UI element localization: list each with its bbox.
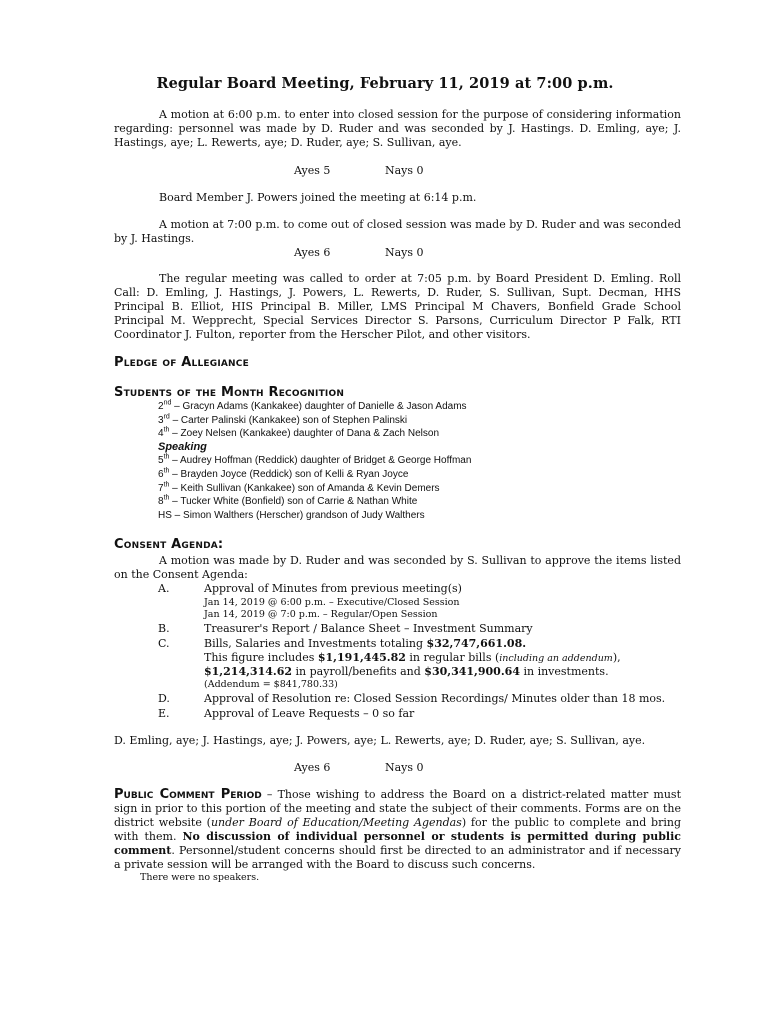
consent-agenda-intro: A motion was made by D. Ruder and was seconded by S. Sullivan to approve the items listed on the Consent Agenda: — [114, 554, 681, 581]
vote-tally-1 — [294, 164, 424, 178]
pledge-heading: Pledge of Allegiance — [114, 355, 249, 370]
total-amount: $32,747,661.08. — [426, 637, 527, 650]
list-item: 6th – Brayden Joyce (Reddick) son of Kelli & Ryan Joyce — [158, 467, 409, 480]
list-item: 7th – Keith Sullivan (Kankakee) son of Amanda & Kevin Demers — [158, 481, 440, 494]
roll-call-paragraph: The regular meeting was called to order at 7:05 p.m. by Board President D. Emling. Roll Call: D. Emling, J. Hastings, J. Powers, L. Rewerts, D. Ruder, S. Sullivan, Supt. Decman, HHS Principal B. Elliot, HIS Principal B. Miller, LMS Principal M Chavers, Bonfield Grade School Principal M. Wepprecht, Special Services Director S. Parsons, Curriculum Director P Falk, RTI Coordinator J. Fulton, reporter from the Herscher Pilot, and other visitors. — [114, 272, 681, 341]
list-item: HS – Simon Walthers (Herscher) grandson of Judy Walthers — [158, 509, 425, 521]
ayes-count: Ayes 5 — [294, 164, 331, 177]
nays-count: Nays 0 — [385, 246, 424, 259]
nays-count: Nays 0 — [385, 164, 424, 177]
roll-call-vote: D. Emling, aye; J. Hastings, aye; J. Powers, aye; L. Rewerts, aye; D. Ruder, aye; S. Sullivan, aye. — [114, 734, 646, 747]
consent-agenda-heading: Consent Agenda: — [114, 537, 224, 552]
list-item: 2nd – Gracyn Adams (Kankakee) daughter of Danielle & Jason Adams — [158, 399, 467, 412]
list-item: 4th – Zoey Nelsen (Kankakee) daughter of Dana & Zach Nelson — [158, 426, 440, 440]
vote-tally-3 — [294, 761, 424, 775]
vote-tally-2 — [294, 246, 424, 260]
public-comment-heading: Public Comment Period — [114, 787, 262, 802]
speaking-label: Speaking — [158, 440, 207, 453]
no-speakers-note: There were no speakers. — [140, 872, 260, 883]
ayes-count: Ayes 6 — [294, 246, 331, 259]
students-heading: Students of the Month Recognition — [114, 385, 345, 400]
page-title: Regular Board Meeting, February 11, 2019 at 7:00 p.m. — [156, 75, 614, 92]
document-page: Regular Board Meeting, February 11, 2019 at 7:00 p.m. A motion at 6:00 p.m. to enter into closed session for the purpose of considering information regarding: personnel was made by D. Ruder and was seconded by J. Hastings. D. Emling, aye; J. Hastings, aye; L. Rewerts, aye; D. Ruder, aye; S. Sullivan, aye. Ayes 5 Nays 0 Board Member J. Powers joined the meeting at 6:14 p.m. A motion at 7:00 p.m. to come out of closed session was made by D. Ruder and was seconded by J. Hastings. Ayes 6 Nays 0 The regular meeting was called to order at 7:05 p.m. by Board President D. Emling. Roll Call: D. Emling, J. Hastings, J. Powers, L. Rewerts, D. Ruder, S. Sullivan, Supt. Decman, HHS Principal B. Elliot, HIS Principal B. Miller, LMS Principal M Chavers, Bonfield Grade School Principal M. Wepprecht, Special Services Director S. Parsons, Curriculum Director P Falk, RTI Coordinator J. Fulton, reporter from the Herscher Pilot, and other visitors. Pledge of Allegiance Students of the Month Recognition 2nd – Gracyn Adams (Kankakee) daughter of Danielle & Jason Adams 3rd – Carter Palinski (Kankakee) son of Stephen Palinski 4th – Zoey Nelsen (Kankakee) daughter of Dana & Zach Nelson Speaking 5th – Audrey Hoffman (Reddick) daughter of Bridget & George Hoffman 6th – Brayden Joyce (Reddick) son of Kelli & Ryan Joyce 7th – Keith Sullivan (Kankakee) son of Amanda & Kevin Demers 8th – Tucker White (Bonfield) son of Carrie & Nathan White HS – Simon Walthers (Herscher) grandson of Judy Walthers Consent Agenda: A motion was made by D. Ruder and was seconded by S. Sullivan to approve the items listed on the Consent Agenda: A. Approval of Minutes from previous meeting(s) Jan 14, 2019 @ 6:00 p.m. – Executive/Closed Session Jan 14, 2019 @ 7:0 p.m. – Regular/Open Session B. Treasurer's Report / Balance Sheet – Investment Summary C. Bills, Salaries and Investments totaling $32,747,661.08. This figure includes $1,191,445.82 in regular bills (including an addendum), $1,214,314.62 in payroll/benefits and $30,341,900.64 in investments. (Addendum = $841,780.33) D. Approval of Resolution re: Closed Session Recordings/ Minutes older than 18 mos. E. Approval of Leave Requests – 0 so far D. Emling, aye; J. Hastings, aye; J. Powers, aye; L. Rewerts, aye; D. Ruder, aye; S. Sullivan, aye. Ayes 6 Nays 0 Public Comment Period – Those wishing to address the Board on a district-related matter must sign in prior to this portion of the meeting and state the subject of their comments. Forms are on the district website (under Board of Education/Meeting Agendas) for the public to complete and bring with them. No discussion of individual personnel or students is permitted during public comment. Personnel/student concerns should first be directed to an administrator and if necessary a private session will be arranged with the Board to discuss such concerns. There were no speakers. — [0, 0, 770, 1024]
open-session-motion: A motion at 7:00 p.m. to come out of closed session was made by D. Ruder and was seconded by J. Hastings. — [114, 218, 681, 245]
list-item: 5th – Audrey Hoffman (Reddick) daughter of Bridget & George Hoffman — [158, 454, 472, 467]
students-list — [158, 400, 558, 522]
closed-session-motion: A motion at 6:00 p.m. to enter into closed session for the purpose of considering information regarding: personnel was made by D. Ruder and was seconded by J. Hastings. D. Emling, aye; J. Hastings, aye; L. Rewerts, aye; D. Ruder, aye; S. Sullivan, aye. — [114, 108, 681, 149]
list-item: 8th – Tucker White (Bonfield) son of Carrie & Nathan White — [158, 494, 418, 508]
nays-count: Nays 0 — [385, 761, 424, 774]
ayes-count: Ayes 6 — [294, 761, 331, 774]
powers-joined: Board Member J. Powers joined the meeting at 6:14 p.m. — [159, 191, 477, 204]
list-item: 3rd – Carter Palinski (Kankakee) son of Stephen Palinski — [158, 413, 408, 426]
public-comment-paragraph: Public Comment Period – Those wishing to address the Board on a district-related matter must sign in prior to this portion of the meeting and state the subject of their comments. Forms are on the district website (under Board of Education/Meeting Agendas) for the public to complete and bring with them. No discussion of individual personnel or students is permitted during public comment. Personnel/student concerns should first be directed to an administrator and if necessary a private session will be arranged with the Board to discuss such concerns. — [114, 787, 681, 871]
